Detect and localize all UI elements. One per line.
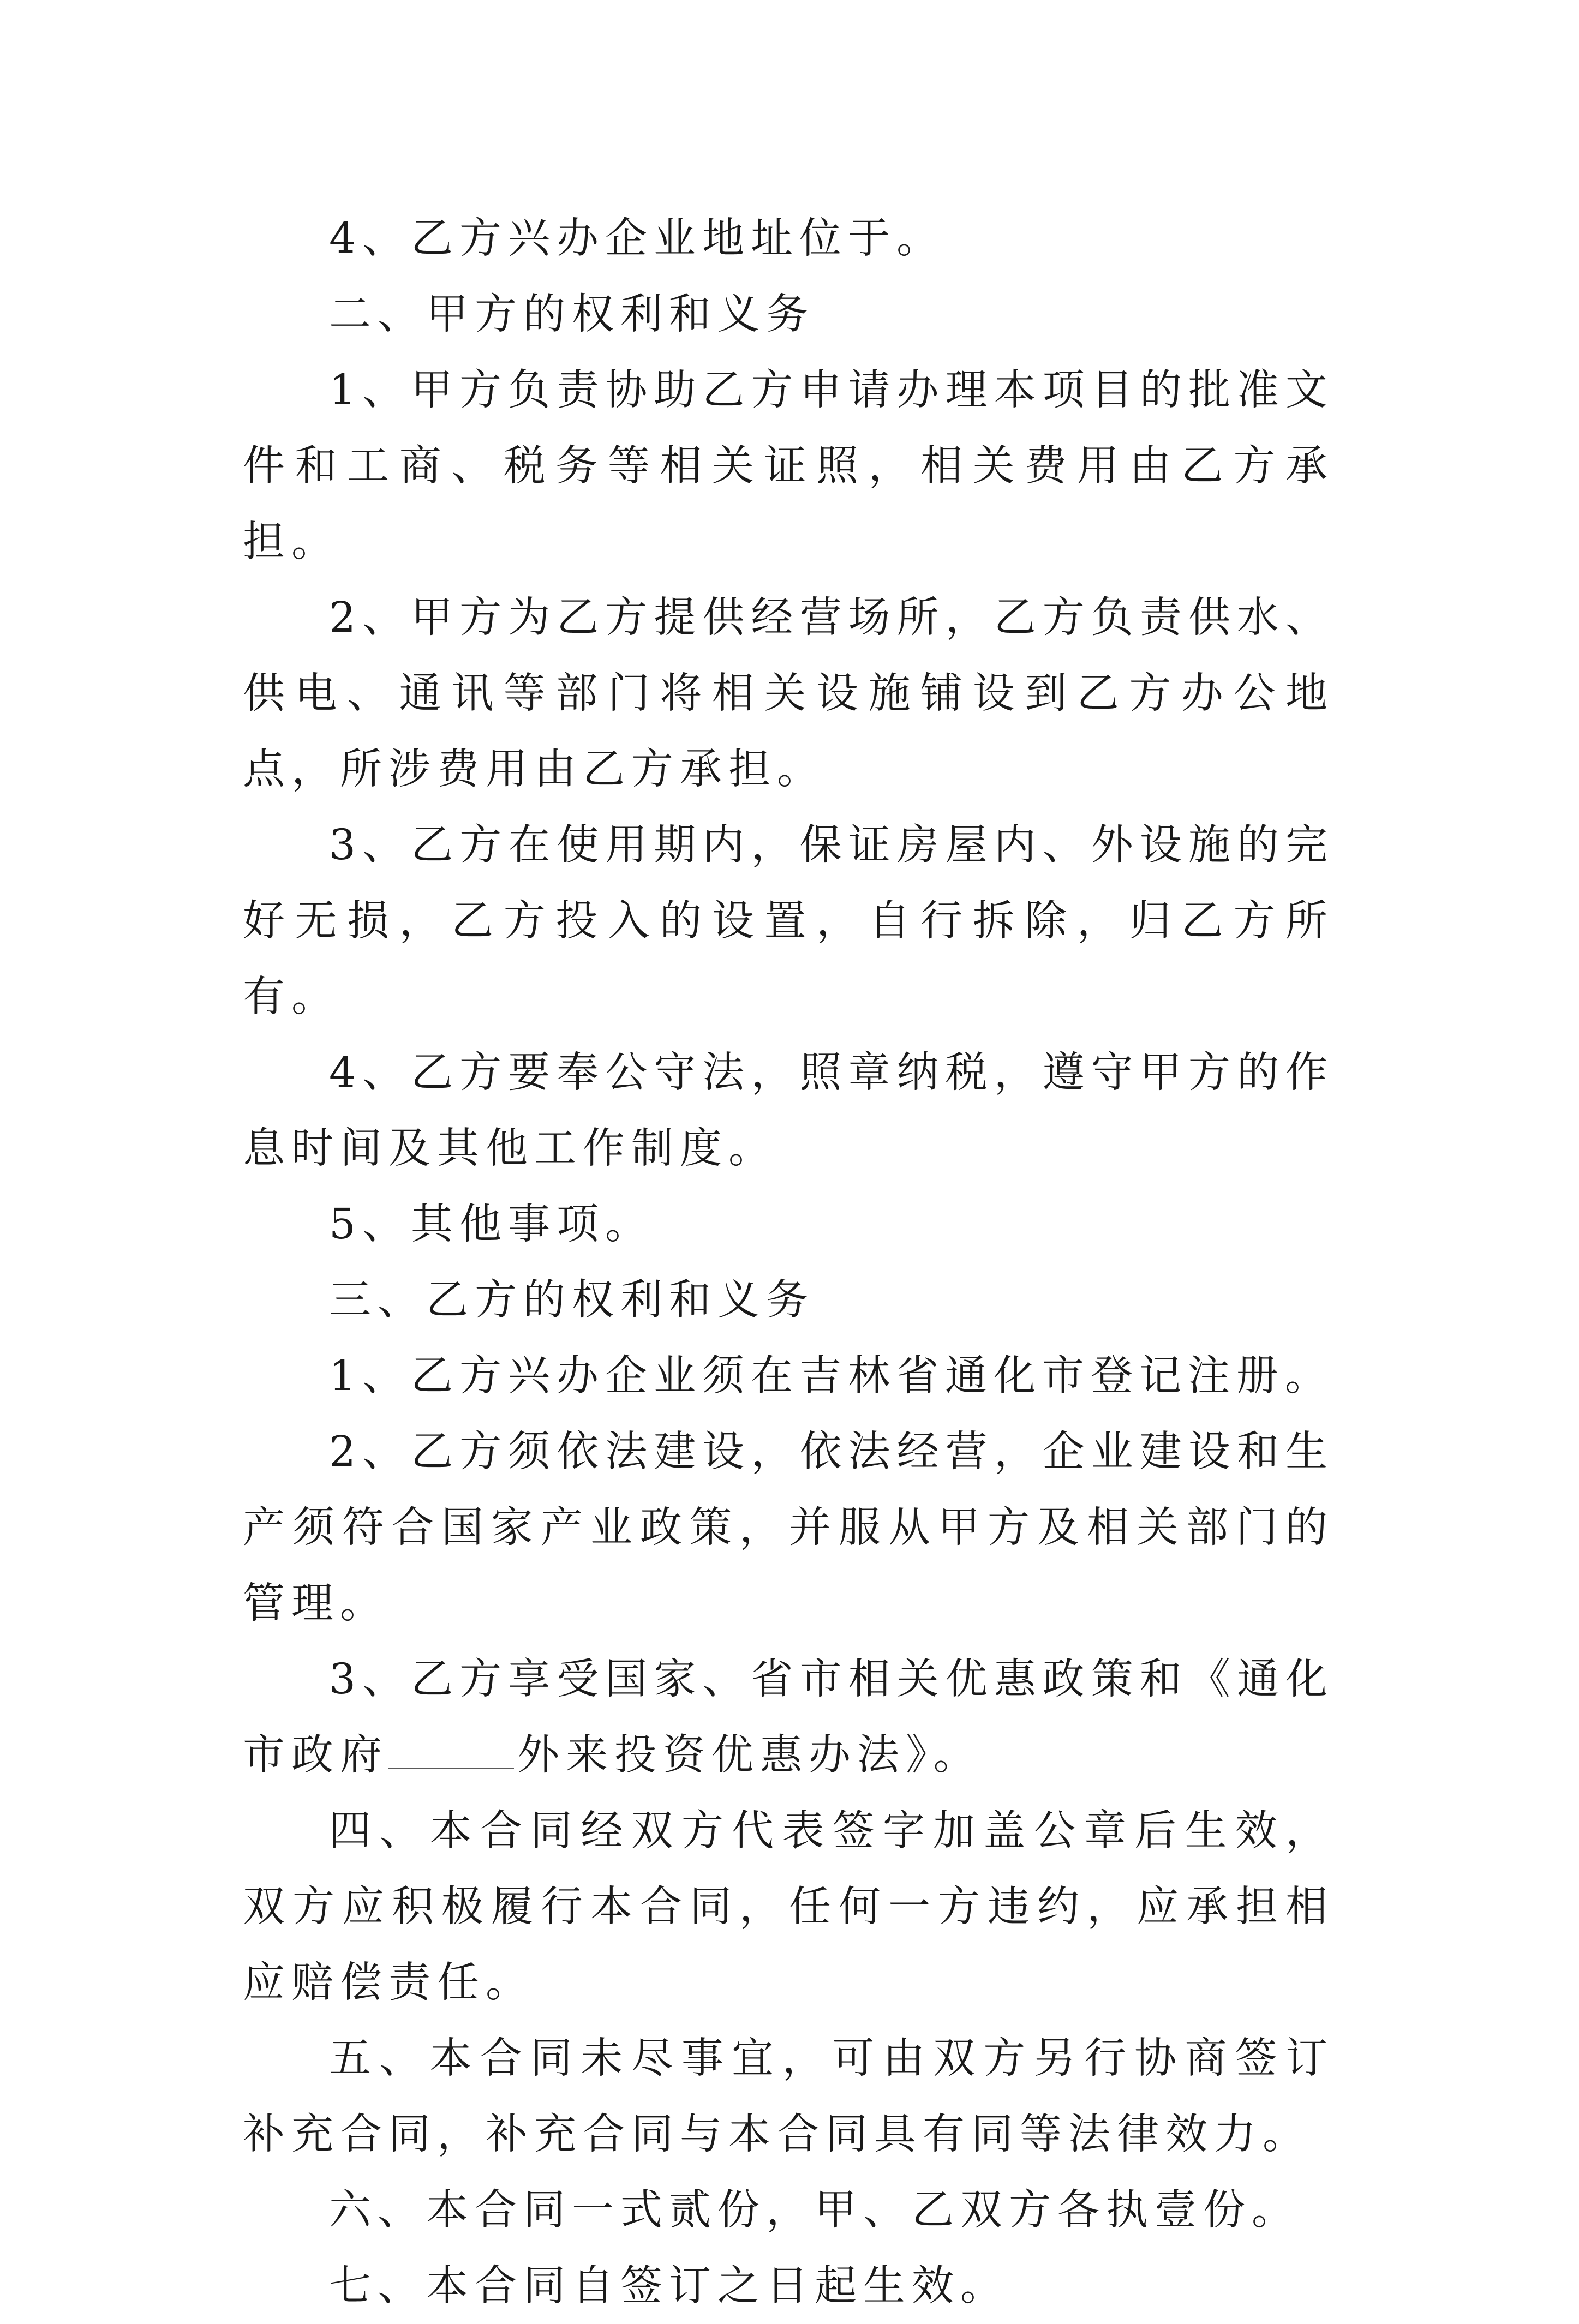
document-body [243, 201, 1334, 2324]
fill-in-blank [388, 1729, 514, 1769]
section-four: 四、本合同经双方代表签字加盖公章后生效，双方应积极履行本合同，任何一方违约，应承担相应赔偿责任。 [243, 1807, 1334, 2007]
paragraph-party-a-4: 4、乙方要奉公守法，照章纳税，遵守甲方的作息时间及其他工作制度。 [243, 1049, 1334, 1173]
paragraph-party-a-1: 1、甲方负责协助乙方申请办理本项目的批准文件和工商、税务等相关证照，相关费用由乙方承担。 [243, 366, 1334, 566]
paragraph-enterprise-address: 4、乙方兴办企业地址位于。 [329, 214, 945, 263]
paragraph-party-a-3: 3、乙方在使用期内，保证房屋内、外设施的完好无损，乙方投入的设置，自行拆除，归乙方所有。 [243, 821, 1334, 1021]
section-six: 六、本合同一式贰份，甲、乙双方各执壹份。 [329, 2186, 1300, 2235]
section-five: 五、本合同未尽事宜，可由双方另行协商签订补充合同，补充合同与本合同具有同等法律效力。 [243, 2034, 1334, 2159]
paragraph-party-a-2: 2、甲方为乙方提供经营场所，乙方负责供水、供电、通讯等部门将相关设施铺设到乙方办公地点，所涉费用由乙方承担。 [243, 594, 1334, 794]
section-heading-party-a: 二、甲方的权利和义务 [329, 290, 815, 339]
paragraph-party-b-3 [243, 1642, 1334, 1793]
section-heading-party-b: 三、乙方的权利和义务 [329, 1276, 815, 1325]
section-seven: 七、本合同自签订之日起生效。 [329, 2262, 1009, 2310]
paragraph-party-b-1: 1、乙方兴办企业须在吉林省通化市登记注册。 [329, 1352, 1333, 1400]
paragraph-party-b-3-end: 外来投资优惠办法》。 [517, 1731, 982, 1780]
paragraph-party-b-3-start: 3、乙方享受国家、省市相关优惠政策和《通化市政府 [243, 1655, 1334, 1780]
paragraph-party-a-5: 5、其他事项。 [329, 1200, 654, 1249]
paragraph-party-b-2: 2、乙方须依法建设，依法经营，企业建设和生产须符合国家产业政策，并服从甲方及相关部门的管理。 [243, 1428, 1334, 1628]
